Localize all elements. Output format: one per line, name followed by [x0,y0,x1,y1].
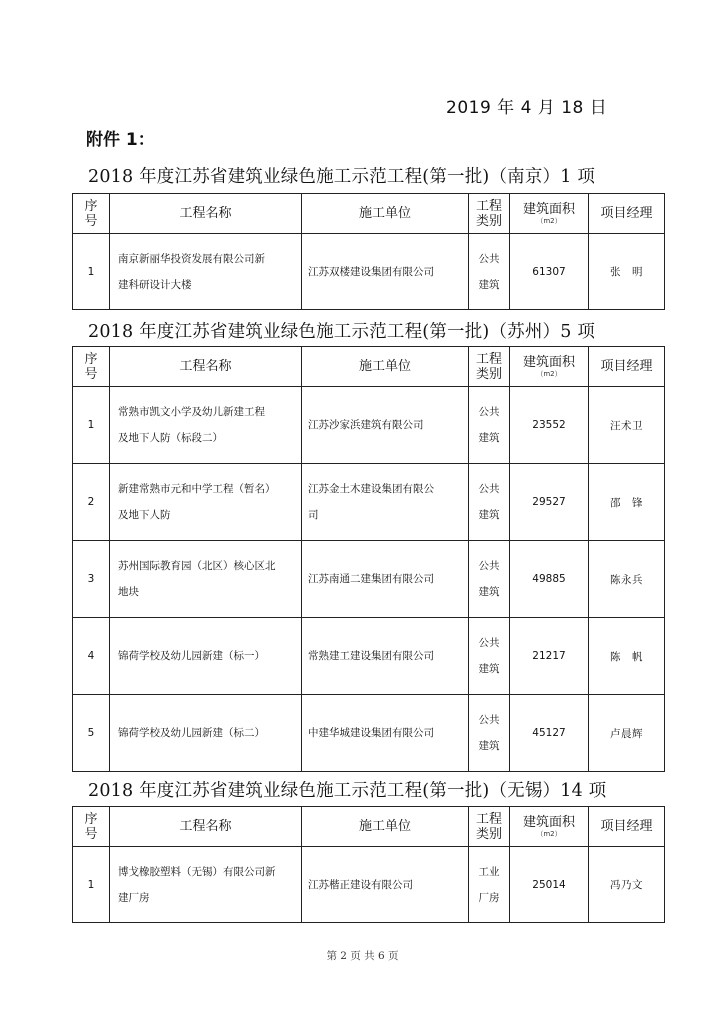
header-unit: 施工单位 [302,194,469,234]
page-footer: 第 2 页 共 6 页 [326,950,399,962]
row-manager: 汪术卫 [589,387,665,464]
table-row [73,464,665,541]
row-no: 2 [73,464,110,541]
row-area: 25014 [510,847,589,923]
row-type: 公共 建筑 [469,618,510,695]
table-row [73,387,665,464]
row-manager: 卢晨辉 [589,695,665,772]
row-type: 工业 厂房 [469,847,510,923]
row-area: 49885 [510,541,589,618]
row-contractor: 江苏沙家浜建筑有限公司 [302,387,469,464]
project-table-nanjing [72,193,665,310]
header-no: 序 号 [73,347,110,387]
row-contractor: 江苏双楼建设集团有限公司 [302,234,469,310]
header-name: 工程名称 [110,807,302,847]
table-header-row [73,347,665,387]
header-area: 建筑面积 （m2） [510,807,589,847]
row-project-name: 锦荷学校及幼儿园新建（标二） [110,695,302,772]
row-no: 1 [73,234,110,310]
row-contractor: 江苏南通二建集团有限公司 [302,541,469,618]
row-project-name: 新建常熟市元和中学工程（暂名） 及地下人防 [110,464,302,541]
row-manager: 陈永兵 [589,541,665,618]
row-project-name: 常熟市凯文小学及幼儿新建工程 及地下人防（标段二） [110,387,302,464]
header-name: 工程名称 [110,194,302,234]
header-unit: 施工单位 [302,807,469,847]
document-date: 2019 年 4 月 18 日 [446,98,608,118]
row-area: 21217 [510,618,589,695]
header-area: 建筑面积 （m2） [510,194,589,234]
row-no: 5 [73,695,110,772]
row-area: 23552 [510,387,589,464]
row-area: 29527 [510,464,589,541]
table-header-row [73,194,665,234]
row-type: 公共 建筑 [469,387,510,464]
row-area: 45127 [510,695,589,772]
row-area: 61307 [510,234,589,310]
row-manager: 张 明 [589,234,665,310]
row-manager: 陈 帆 [589,618,665,695]
table-row [73,847,665,923]
header-type: 工程 类别 [469,807,510,847]
row-no: 3 [73,541,110,618]
row-type: 公共 建筑 [469,541,510,618]
section-title-nanjing: 2018 年度江苏省建筑业绿色施工示范工程(第一批)（南京）1 项 [88,167,596,187]
section-title-suzhou: 2018 年度江苏省建筑业绿色施工示范工程(第一批)（苏州）5 项 [88,322,596,342]
header-unit: 施工单位 [302,347,469,387]
header-type: 工程 类别 [469,347,510,387]
row-contractor: 江苏金土木建设集团有限公 司 [302,464,469,541]
row-manager: 邵 锋 [589,464,665,541]
row-contractor: 常熟建工建设集团有限公司 [302,618,469,695]
table-row [73,695,665,772]
row-project-name: 博戈橡胶塑料（无锡）有限公司新 建厂房 [110,847,302,923]
table-header-row [73,807,665,847]
header-manager: 项目经理 [589,347,665,387]
row-project-name: 南京新丽华投资发展有限公司新 建科研设计大楼 [110,234,302,310]
header-manager: 项目经理 [589,807,665,847]
section-title-wuxi: 2018 年度江苏省建筑业绿色施工示范工程(第一批)（无锡）14 项 [88,781,607,801]
project-table-wuxi [72,806,665,923]
row-no: 1 [73,847,110,923]
row-no: 4 [73,618,110,695]
row-no: 1 [73,387,110,464]
row-type: 公共 建筑 [469,464,510,541]
row-contractor: 中建华城建设集团有限公司 [302,695,469,772]
project-table-suzhou [72,346,665,772]
header-no: 序 号 [73,194,110,234]
row-type: 公共 建筑 [469,234,510,310]
row-type: 公共 建筑 [469,695,510,772]
row-manager: 冯乃文 [589,847,665,923]
row-project-name: 锦荷学校及幼儿园新建（标一） [110,618,302,695]
header-name: 工程名称 [110,347,302,387]
header-type: 工程 类别 [469,194,510,234]
table-row [73,234,665,310]
row-project-name: 苏州国际教育园（北区）核心区北 地块 [110,541,302,618]
table-row [73,541,665,618]
header-manager: 项目经理 [589,194,665,234]
row-contractor: 江苏楷正建设有限公司 [302,847,469,923]
attachment-label: 附件 1： [86,130,155,150]
table-row [73,618,665,695]
header-area: 建筑面积 （m2） [510,347,589,387]
header-no: 序 号 [73,807,110,847]
